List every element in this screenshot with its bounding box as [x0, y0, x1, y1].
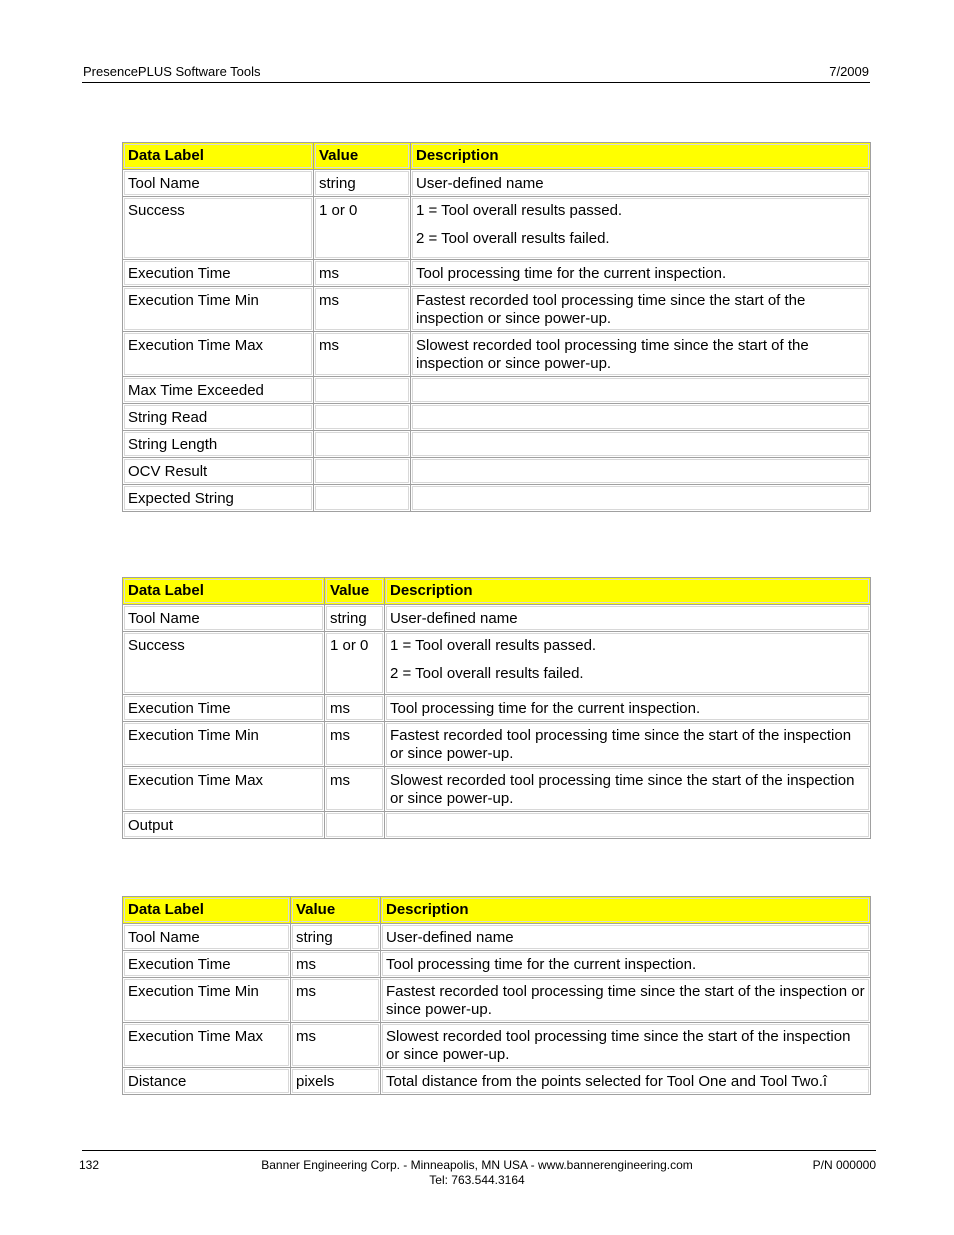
cell-data-label: Success: [123, 632, 324, 694]
cell-data-label: Execution Time Max: [123, 1023, 290, 1067]
table-row: [123, 632, 870, 694]
cell-description: [381, 1023, 870, 1067]
column-header-description: Description: [411, 143, 870, 169]
description-paragraph: Fastest recorded tool processing time since the start of the inspection or since power-up.: [390, 727, 852, 762]
cell-value: ms: [314, 260, 410, 286]
table-row: [123, 767, 870, 811]
table-row: [123, 377, 870, 403]
table-row: [123, 605, 870, 631]
footer-contact: [0, 1158, 954, 1188]
cell-data-label: Success: [123, 197, 313, 259]
cell-description: [411, 485, 870, 511]
cell-description: [385, 632, 870, 694]
cell-data-label: Expected String: [123, 485, 313, 511]
description-paragraph: User-defined name: [416, 175, 544, 192]
description-paragraph: Fastest recorded tool processing time since the start of the inspection or since power-up.: [386, 983, 865, 1018]
cell-data-label: Execution Time Min: [123, 722, 324, 766]
cell-value: ms: [291, 978, 380, 1022]
column-header-description: Description: [385, 578, 870, 604]
cell-value: [325, 812, 384, 838]
column-header-data-label: Data Label: [123, 897, 290, 923]
cell-description: [381, 924, 870, 950]
description-paragraph: Total distance from the points selected for Tool One and Tool Two.î: [386, 1073, 828, 1090]
cell-value: [314, 377, 410, 403]
cell-description: [385, 812, 870, 838]
cell-data-label: Max Time Exceeded: [123, 377, 313, 403]
table-row: [123, 458, 870, 484]
cell-data-label: Execution Time Max: [123, 767, 324, 811]
table-row: [123, 1023, 870, 1067]
description-paragraph: Fastest recorded tool processing time since the start of the inspection or since power-up.: [416, 292, 806, 327]
cell-description: [411, 377, 870, 403]
column-header-data-label: Data Label: [123, 143, 313, 169]
description-paragraph: Tool processing time for the current inspection.: [386, 956, 697, 973]
table-row: [123, 260, 870, 286]
cell-data-label: OCV Result: [123, 458, 313, 484]
table-row: [123, 951, 870, 977]
table-row: [123, 287, 870, 331]
cell-value: 1 or 0: [325, 632, 384, 694]
cell-description: [381, 1068, 870, 1094]
table-row: [123, 695, 870, 721]
cell-value: [314, 485, 410, 511]
footer-rule: [82, 1150, 876, 1151]
column-header-value: Value: [291, 897, 380, 923]
cell-description: [411, 170, 870, 196]
footer-company: Banner Engineering Corp. - Minneapolis, MN USA - www.bannerengineering.com: [261, 1158, 693, 1172]
running-header-date: 7/2009: [829, 64, 869, 79]
cell-value: [314, 458, 410, 484]
description-paragraph: Tool processing time for the current inspection.: [416, 265, 727, 282]
table-header-row: [123, 578, 870, 604]
table-row: [123, 722, 870, 766]
cell-description: [385, 767, 870, 811]
table-row: [123, 197, 870, 259]
cell-description: [411, 260, 870, 286]
part-number: P/N 000000: [812, 1158, 876, 1172]
cell-value: [314, 404, 410, 430]
cell-description: [411, 197, 870, 259]
cell-value: ms: [291, 1023, 380, 1067]
description-paragraph: 2 = Tool overall results failed.: [416, 230, 610, 247]
cell-description: [411, 404, 870, 430]
cell-value: [314, 431, 410, 457]
footer-telephone: Tel: 763.544.3164: [429, 1173, 525, 1187]
cell-description: [385, 695, 870, 721]
table-row: [123, 332, 870, 376]
cell-data-label: Distance: [123, 1068, 290, 1094]
cell-data-label: Output: [123, 812, 324, 838]
cell-value: ms: [325, 767, 384, 811]
description-paragraph: Slowest recorded tool processing time since the start of the inspection or since power-up.: [390, 772, 855, 807]
description-paragraph: Slowest recorded tool processing time since the start of the inspection or since power-up.: [386, 1028, 851, 1063]
description-paragraph: Slowest recorded tool processing time since the start of the inspection or since power-up.: [416, 337, 809, 372]
table-header-row: [123, 143, 870, 169]
cell-data-label: Execution Time Min: [123, 978, 290, 1022]
table-row: [123, 485, 870, 511]
cell-data-label: Tool Name: [123, 924, 290, 950]
cell-value: string: [314, 170, 410, 196]
table-row: [123, 431, 870, 457]
description-paragraph: 1 = Tool overall results passed.: [390, 637, 597, 654]
cell-value: ms: [314, 332, 410, 376]
table-header-row: [123, 897, 870, 923]
cell-data-label: Execution Time: [123, 260, 313, 286]
description-paragraph: User-defined name: [390, 610, 518, 627]
table-row: [123, 812, 870, 838]
table-row: [123, 1068, 870, 1094]
cell-data-label: Execution Time Min: [123, 287, 313, 331]
cell-value: 1 or 0: [314, 197, 410, 259]
cell-description: [411, 287, 870, 331]
cell-data-label: Execution Time: [123, 951, 290, 977]
column-header-description: Description: [381, 897, 870, 923]
cell-value: ms: [291, 951, 380, 977]
description-paragraph: Tool processing time for the current inspection.: [390, 700, 701, 717]
column-header-value: Value: [314, 143, 410, 169]
cell-description: [381, 978, 870, 1022]
cell-data-label: Execution Time: [123, 695, 324, 721]
cell-value: ms: [314, 287, 410, 331]
data-table-3: [122, 896, 871, 1095]
header-rule: [82, 82, 870, 83]
column-header-value: Value: [325, 578, 384, 604]
cell-value: ms: [325, 722, 384, 766]
cell-description: [385, 605, 870, 631]
table-row: [123, 978, 870, 1022]
cell-value: ms: [325, 695, 384, 721]
running-header-title: PresencePLUS Software Tools: [83, 64, 261, 79]
cell-description: [411, 332, 870, 376]
cell-value: string: [291, 924, 380, 950]
column-header-data-label: Data Label: [123, 578, 324, 604]
cell-value: pixels: [291, 1068, 380, 1094]
cell-data-label: Execution Time Max: [123, 332, 313, 376]
cell-description: [385, 722, 870, 766]
cell-value: string: [325, 605, 384, 631]
table-row: [123, 170, 870, 196]
table-row: [123, 404, 870, 430]
cell-description: [411, 458, 870, 484]
description-paragraph: User-defined name: [386, 929, 514, 946]
cell-data-label: String Read: [123, 404, 313, 430]
page-number: 132: [79, 1158, 100, 1172]
data-table-2: [122, 577, 871, 839]
data-table-1: [122, 142, 871, 512]
description-paragraph: 2 = Tool overall results failed.: [390, 665, 584, 682]
cell-data-label: String Length: [123, 431, 313, 457]
cell-description: [411, 431, 870, 457]
cell-data-label: Tool Name: [123, 170, 313, 196]
cell-description: [381, 951, 870, 977]
description-paragraph: 1 = Tool overall results passed.: [416, 202, 623, 219]
cell-data-label: Tool Name: [123, 605, 324, 631]
table-row: [123, 924, 870, 950]
